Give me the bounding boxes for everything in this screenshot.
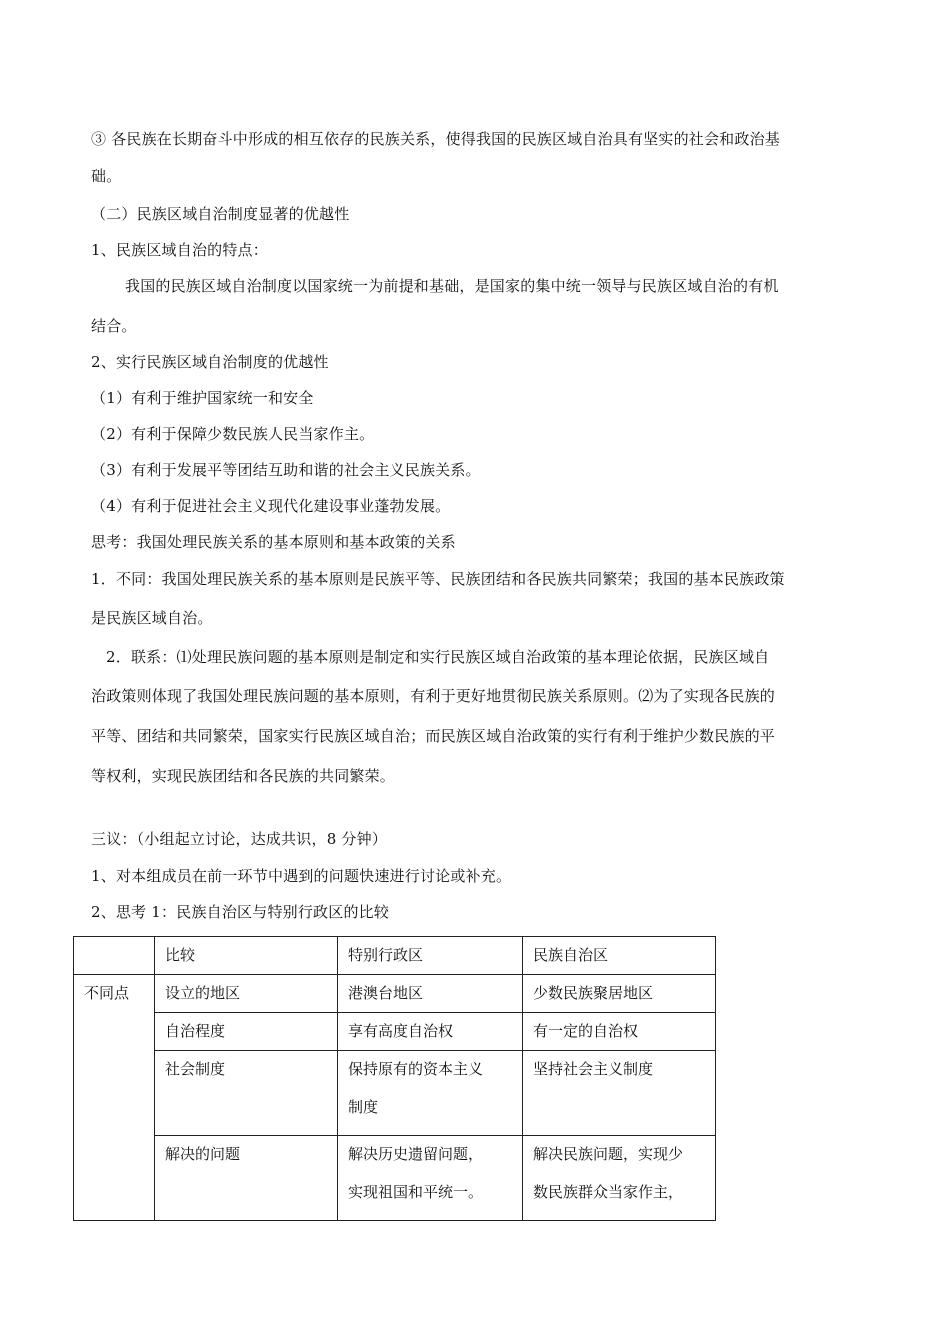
connection-line4: 等权利，实现民族团结和各民族的共同繁荣。: [91, 767, 396, 785]
section-heading-discussion: 三议：（小组起立讨论，达成共识，8 分钟）: [91, 830, 388, 848]
row-sar-text: 港澳台地区: [348, 984, 424, 1002]
table-cell-item: [155, 975, 338, 1013]
row-autonomous-text: 少数民族聚居地区: [533, 984, 654, 1002]
list-item-4: （4）有利于促进社会主义现代化建设事业蓬勃发展。: [91, 497, 451, 515]
table-row: [74, 975, 716, 1013]
table-row: [74, 1013, 716, 1051]
table-cell-sar: [338, 975, 523, 1013]
think-heading: 思考：我国处理民族关系的基本原则和基本政策的关系: [91, 533, 456, 551]
row-autonomous-text: 解决民族问题，实现少: [533, 1145, 684, 1163]
subheading-features: 1、民族区域自治的特点：: [91, 241, 268, 259]
connection-line2: 治政策则体现了我国处理民族问题的基本原则，有利于更好地贯彻民族关系原则。⑵为了实现各民族的: [91, 687, 776, 705]
row-autonomous-text: 有一定的自治权: [533, 1022, 639, 1040]
connection-line3: 平等、团结和共同繁荣，国家实行民族区域自治；而民族区域自治政策的实行有利于维护少数民族的平: [91, 727, 776, 745]
table-header-cell-sar: [338, 937, 523, 975]
task-2: 2、思考 1：民族自治区与特别行政区的比较: [91, 903, 390, 921]
header-sar-label: 特别行政区: [348, 946, 424, 964]
row-sar-text: 制度: [348, 1098, 379, 1116]
table-group-cell: [74, 975, 155, 1221]
list-item-1: （1）有利于维护国家统一和安全: [91, 389, 314, 407]
table-header-cell-compare: [155, 937, 338, 975]
subheading-superiority: 2、实行民族区域自治制度的优越性: [91, 353, 329, 371]
group-label: 不同点: [84, 984, 130, 1002]
row-sar-text: 享有高度自治权: [348, 1022, 454, 1040]
section-heading-advantages: （二）民族区域自治制度显著的优越性: [91, 205, 350, 223]
table-cell-autonomous: [523, 1013, 716, 1051]
row-sar-text: 实现祖国和平统一。: [348, 1183, 484, 1201]
header-compare-label: 比较: [165, 946, 196, 964]
table-cell-item: [155, 1136, 338, 1221]
list-item-2: （2）有利于保障少数民族人民当家作主。: [91, 425, 375, 443]
row-sar-text: 解决历史遗留问题，: [348, 1145, 484, 1163]
table-row: [74, 1136, 716, 1221]
table-cell-sar: [338, 1136, 523, 1221]
task-1: 1、对本组成员在前一环节中遇到的问题快速进行讨论或补充。: [91, 867, 512, 885]
table-header-row: [74, 937, 716, 975]
paragraph-basis-line1: ③ 各民族在长期奋斗中形成的相互依存的民族关系，使得我国的民族区域自治具有坚实的社会和政治基: [91, 130, 780, 148]
table-cell-autonomous: [523, 1051, 716, 1136]
difference-line1: 1．不同：我国处理民族关系的基本原则是民族平等、民族团结和各民族共同繁荣；我国的基本民族政策: [91, 570, 785, 588]
header-autonomous-label: 民族自治区: [533, 946, 609, 964]
difference-line2: 是民族区域自治。: [91, 609, 213, 627]
row-item-label: 设立的地区: [165, 984, 241, 1002]
row-autonomous-text: 数民族群众当家作主，: [533, 1183, 684, 1201]
row-item-label: 自治程度: [165, 1022, 226, 1040]
table-cell-item: [155, 1051, 338, 1136]
table-cell-sar: [338, 1051, 523, 1136]
table-cell-sar: [338, 1013, 523, 1051]
row-autonomous-text: 坚持社会主义制度: [533, 1060, 654, 1078]
row-item-label: 解决的问题: [165, 1145, 241, 1163]
table-row: [74, 1051, 716, 1136]
table-header-cell-empty: [74, 937, 155, 975]
row-item-label: 社会制度: [165, 1060, 226, 1078]
table-cell-item: [155, 1013, 338, 1051]
connection-line1: 2．联系：⑴处理民族问题的基本原则是制定和实行民族区域自治政策的基本理论依据，民族区域自: [106, 648, 770, 666]
table-cell-autonomous: [523, 975, 716, 1013]
row-sar-text: 保持原有的资本主义: [348, 1060, 484, 1078]
comparison-table: [73, 936, 716, 1221]
paragraph-features-line1: 我国的民族区域自治制度以国家统一为前提和基础，是国家的集中统一领导与民族区域自治的有机: [125, 277, 779, 295]
table-cell-autonomous: [523, 1136, 716, 1221]
table-header-cell-autonomous: [523, 937, 716, 975]
list-item-3: （3）有利于发展平等团结互助和谐的社会主义民族关系。: [91, 461, 481, 479]
paragraph-features-line2: 结合。: [91, 317, 137, 335]
paragraph-basis-line2: 础。: [91, 167, 122, 185]
